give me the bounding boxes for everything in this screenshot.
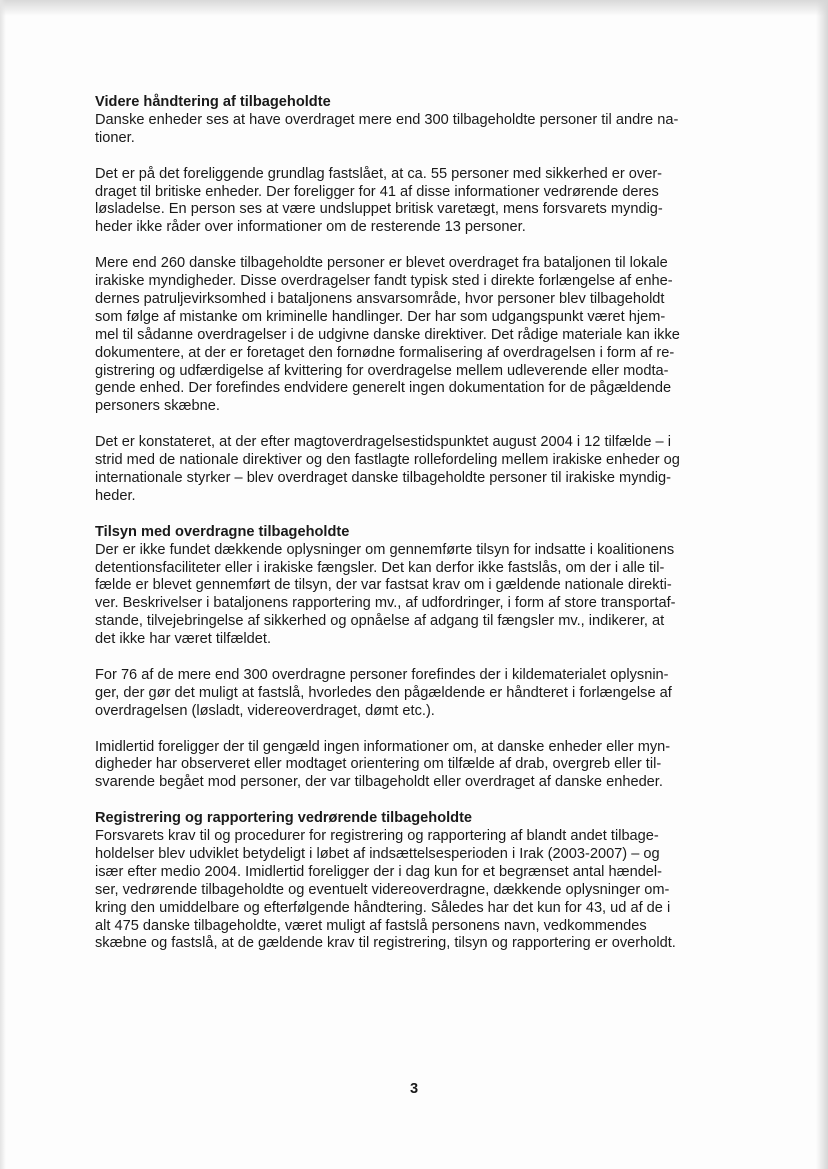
scan-shadow-left <box>0 0 6 1169</box>
paragraph: Forsvarets krav til og procedurer for registrering og rapportering af blandt andet tilbage- holdelser blev udviklet betydeligt i løbet af indsættelsesperioden i Irak (2003-2007) – og især efter medio 2004. Imidlertid foreligger der i dag kun for et begrænset antal hændel- ser, vedrørende tilbageholdte og eventuelt videreoverdragne, dækkende oplysninger om- kring den umiddelbare og efterfølgende håndtering. Således har det kun for 43, ud af de i alt 475 danske tilbageholdte, været muligt af fastslå personens navn, vedkommendes skæbne og fastslå, at de gældende krav til registrering, tilsyn og rapportering er overholdt. <box>95 828 676 952</box>
section-videre-handtering <box>95 94 741 506</box>
section-heading: Tilsyn med overdragne tilbageholdte <box>95 523 350 540</box>
paragraph: Imidlertid foreligger der til gengæld ingen informationer om, at danske enheder eller myn- digheder har observeret eller modtaget orientering om tilfælde af drab, overgreb eller til- svarende begået mod personer, der var tilbageholdt eller overdraget af danske enheder. <box>95 738 671 791</box>
scan-shadow-right <box>816 0 828 1169</box>
section-registrering <box>95 810 741 953</box>
paragraph: Danske enheder ses at have overdraget mere end 300 tilbageholdte personer til andre na- tioner. <box>95 111 679 146</box>
section-heading: Registrering og rapportering vedrørende tilbageholdte <box>95 810 473 827</box>
document-body <box>95 94 741 971</box>
paragraph: Det er konstateret, at der efter magtoverdragelsestidspunktet august 2004 i 12 tilfælde – i strid med de nationale direktiver og den fastlagte rollefordeling mellem irakiske enheder og internationale styrker – blev overdraget danske tilbageholdte personer til irakiske myndig- heder. <box>95 434 680 504</box>
section-tilsyn <box>95 524 741 793</box>
scan-shadow-top <box>0 0 828 16</box>
page-number: 3 <box>409 1081 419 1097</box>
paragraph: Mere end 260 danske tilbageholdte personer er blevet overdraget fra bataljonen til lokale irakiske myndigheder. Disse overdragelser fandt typisk sted i direkte forlængelse af enhe- dernes patruljevirksomhed i bataljonens ansvarsområde, hvor personer blev tilbageholdt som følge af mistanke om kriminelle handlinger. Der har som udgangspunkt været hjem- mel til sådanne overdragelser i de udgivne danske direktiver. Det rådige materiale kan ikke dokumentere, at der er foretaget den fornødne formalisering af overdragelsen i form af re- gistrering og udfærdigelse af kvittering for overdragelse mellem udleverende eller modta- gende enhed. Der forefindes endvidere generelt ingen dokumentation for de pågældende personers skæbne. <box>95 255 680 415</box>
paragraph: For 76 af de mere end 300 overdragne personer forefindes der i kildematerialet oplysnin- ger, der gør det muligt at fastslå, hvorledes den pågældende er håndteret i forlængelse af overdragelsen (løsladt, videreoverdraget, dømt etc.). <box>95 666 672 719</box>
paragraph: Det er på det foreliggende grundlag fastslået, at ca. 55 personer med sikkerhed er over- draget til britiske enheder. Der foreligger for 41 af disse informationer vedrørende deres løsladelse. En person ses at være undsluppet britisk varetægt, mens forsvarets myndig- heder ikke råder over informationer om de resterende 13 personer. <box>95 165 663 236</box>
paragraph: Der er ikke fundet dækkende oplysninger om gennemførte tilsyn for indsatte i koalitionens detentionsfaciliteter eller i irakiske fængsler. Det kan derfor ikke fastslås, om der i alle til- fælde er blevet gennemført de tilsyn, der var fastsat krav om i gældende nationale direkti- ver. Beskrivelser i bataljonens rapportering mv., af udfordringer, i form af store transportaf- stande, tilvejebringelse af sikkerhed og opnåelse af adgang til fængsler mv., indikerer, at det ikke har været tilfældet. <box>95 541 676 648</box>
section-heading: Videre håndtering af tilbageholdte <box>95 94 331 110</box>
